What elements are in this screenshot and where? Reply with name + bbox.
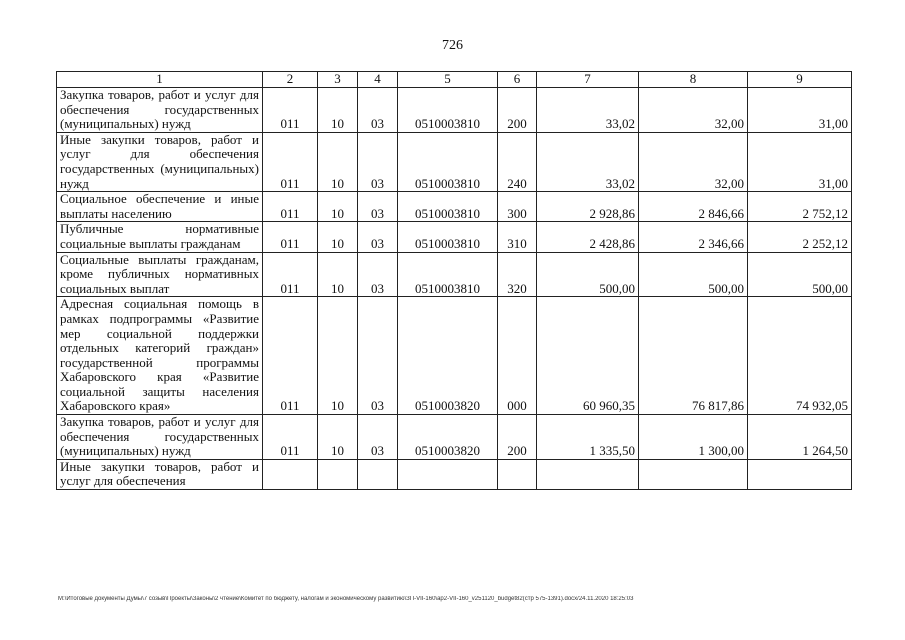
row-amount-col7: 2 928,86 — [537, 192, 639, 222]
row-amount-col7: 60 960,35 — [537, 297, 639, 415]
row-section: 10 — [318, 192, 358, 222]
column-header: 2 — [263, 72, 318, 88]
row-subsection: 03 — [358, 297, 398, 415]
row-expense-type: 200 — [498, 415, 537, 460]
row-amount-col9 — [748, 459, 852, 489]
row-name: Закупка товаров, работ и услуг для обеспечения государственных (муниципальных) нужд — [57, 88, 263, 133]
row-name: Закупка товаров, работ и услуг для обеспечения государственных (муниципальных) нужд — [57, 415, 263, 460]
table-row — [57, 252, 852, 297]
row-code: 011 — [263, 222, 318, 252]
row-code: 011 — [263, 297, 318, 415]
row-target-article — [398, 459, 498, 489]
row-subsection: 03 — [358, 222, 398, 252]
table-row — [57, 88, 852, 133]
row-target-article: 0510003810 — [398, 192, 498, 222]
row-subsection: 03 — [358, 132, 398, 191]
row-section: 10 — [318, 297, 358, 415]
column-header: 8 — [639, 72, 748, 88]
row-target-article: 0510003810 — [398, 132, 498, 191]
column-header: 4 — [358, 72, 398, 88]
row-target-article: 0510003820 — [398, 415, 498, 460]
row-amount-col8: 2 346,66 — [639, 222, 748, 252]
row-target-article: 0510003810 — [398, 88, 498, 133]
row-section — [318, 459, 358, 489]
row-expense-type: 300 — [498, 192, 537, 222]
row-name: Иные закупки товаров, работ и услуг для обеспечения — [57, 459, 263, 489]
row-amount-col8: 32,00 — [639, 132, 748, 191]
row-amount-col9: 31,00 — [748, 132, 852, 191]
row-name: Социальное обеспечение и иные выплаты населению — [57, 192, 263, 222]
row-amount-col7: 500,00 — [537, 252, 639, 297]
row-expense-type: 310 — [498, 222, 537, 252]
row-amount-col9: 500,00 — [748, 252, 852, 297]
row-amount-col8: 2 846,66 — [639, 192, 748, 222]
row-amount-col7: 33,02 — [537, 132, 639, 191]
row-amount-col9: 74 932,05 — [748, 297, 852, 415]
budget-table — [56, 71, 852, 490]
table-row — [57, 132, 852, 191]
file-path-footer: M:\Итоговые документы Думы\7 созыв\Проекты\Законы\2 чтение\Комитет по бюджету, налогам и экономическому развитию\ЗП-VII-160\ар2-VII-160_v251120_budget82(стр 575-1391).docx/24.11.2020 18:25:03 — [58, 596, 634, 602]
column-header: 6 — [498, 72, 537, 88]
row-amount-col9: 1 264,50 — [748, 415, 852, 460]
row-amount-col9: 2 252,12 — [748, 222, 852, 252]
row-name: Иные закупки товаров, работ и услуг для обеспечения государственных (муниципальных) нужд — [57, 132, 263, 191]
row-code: 011 — [263, 252, 318, 297]
row-subsection: 03 — [358, 415, 398, 460]
row-code — [263, 459, 318, 489]
table-row — [57, 297, 852, 415]
row-section: 10 — [318, 88, 358, 133]
row-name: Публичные нормативные социальные выплаты гражданам — [57, 222, 263, 252]
column-header: 5 — [398, 72, 498, 88]
row-amount-col8: 1 300,00 — [639, 415, 748, 460]
row-amount-col9: 2 752,12 — [748, 192, 852, 222]
column-header: 1 — [57, 72, 263, 88]
row-subsection: 03 — [358, 192, 398, 222]
row-section: 10 — [318, 132, 358, 191]
row-amount-col7: 2 428,86 — [537, 222, 639, 252]
row-amount-col8 — [639, 459, 748, 489]
row-expense-type: 000 — [498, 297, 537, 415]
row-amount-col8: 76 817,86 — [639, 297, 748, 415]
row-amount-col7: 33,02 — [537, 88, 639, 133]
table-row — [57, 459, 852, 489]
row-expense-type — [498, 459, 537, 489]
row-name: Социальные выплаты гражданам, кроме публичных нормативных социальных выплат — [57, 252, 263, 297]
table-row — [57, 415, 852, 460]
header-row — [57, 72, 852, 88]
row-subsection: 03 — [358, 252, 398, 297]
row-amount-col8: 32,00 — [639, 88, 748, 133]
row-section: 10 — [318, 222, 358, 252]
column-header: 7 — [537, 72, 639, 88]
page-number: 726 — [442, 38, 463, 53]
row-subsection: 03 — [358, 88, 398, 133]
row-expense-type: 320 — [498, 252, 537, 297]
row-code: 011 — [263, 88, 318, 133]
row-code: 011 — [263, 192, 318, 222]
row-amount-col9: 31,00 — [748, 88, 852, 133]
row-expense-type: 240 — [498, 132, 537, 191]
row-expense-type: 200 — [498, 88, 537, 133]
row-name: Адресная социальная помощь в рамках подпрограммы «Развитие мер социальной поддержки отдельных категорий граждан» государственной программы Хабаровского края «Развитие социальной защиты населения Хабаровского края» — [57, 297, 263, 415]
table-row — [57, 192, 852, 222]
row-subsection — [358, 459, 398, 489]
row-target-article: 0510003820 — [398, 297, 498, 415]
column-header: 9 — [748, 72, 852, 88]
row-section: 10 — [318, 415, 358, 460]
row-section: 10 — [318, 252, 358, 297]
row-code: 011 — [263, 132, 318, 191]
row-amount-col8: 500,00 — [639, 252, 748, 297]
column-header: 3 — [318, 72, 358, 88]
row-code: 011 — [263, 415, 318, 460]
table-row — [57, 222, 852, 252]
row-target-article: 0510003810 — [398, 222, 498, 252]
row-amount-col7 — [537, 459, 639, 489]
row-target-article: 0510003810 — [398, 252, 498, 297]
row-amount-col7: 1 335,50 — [537, 415, 639, 460]
